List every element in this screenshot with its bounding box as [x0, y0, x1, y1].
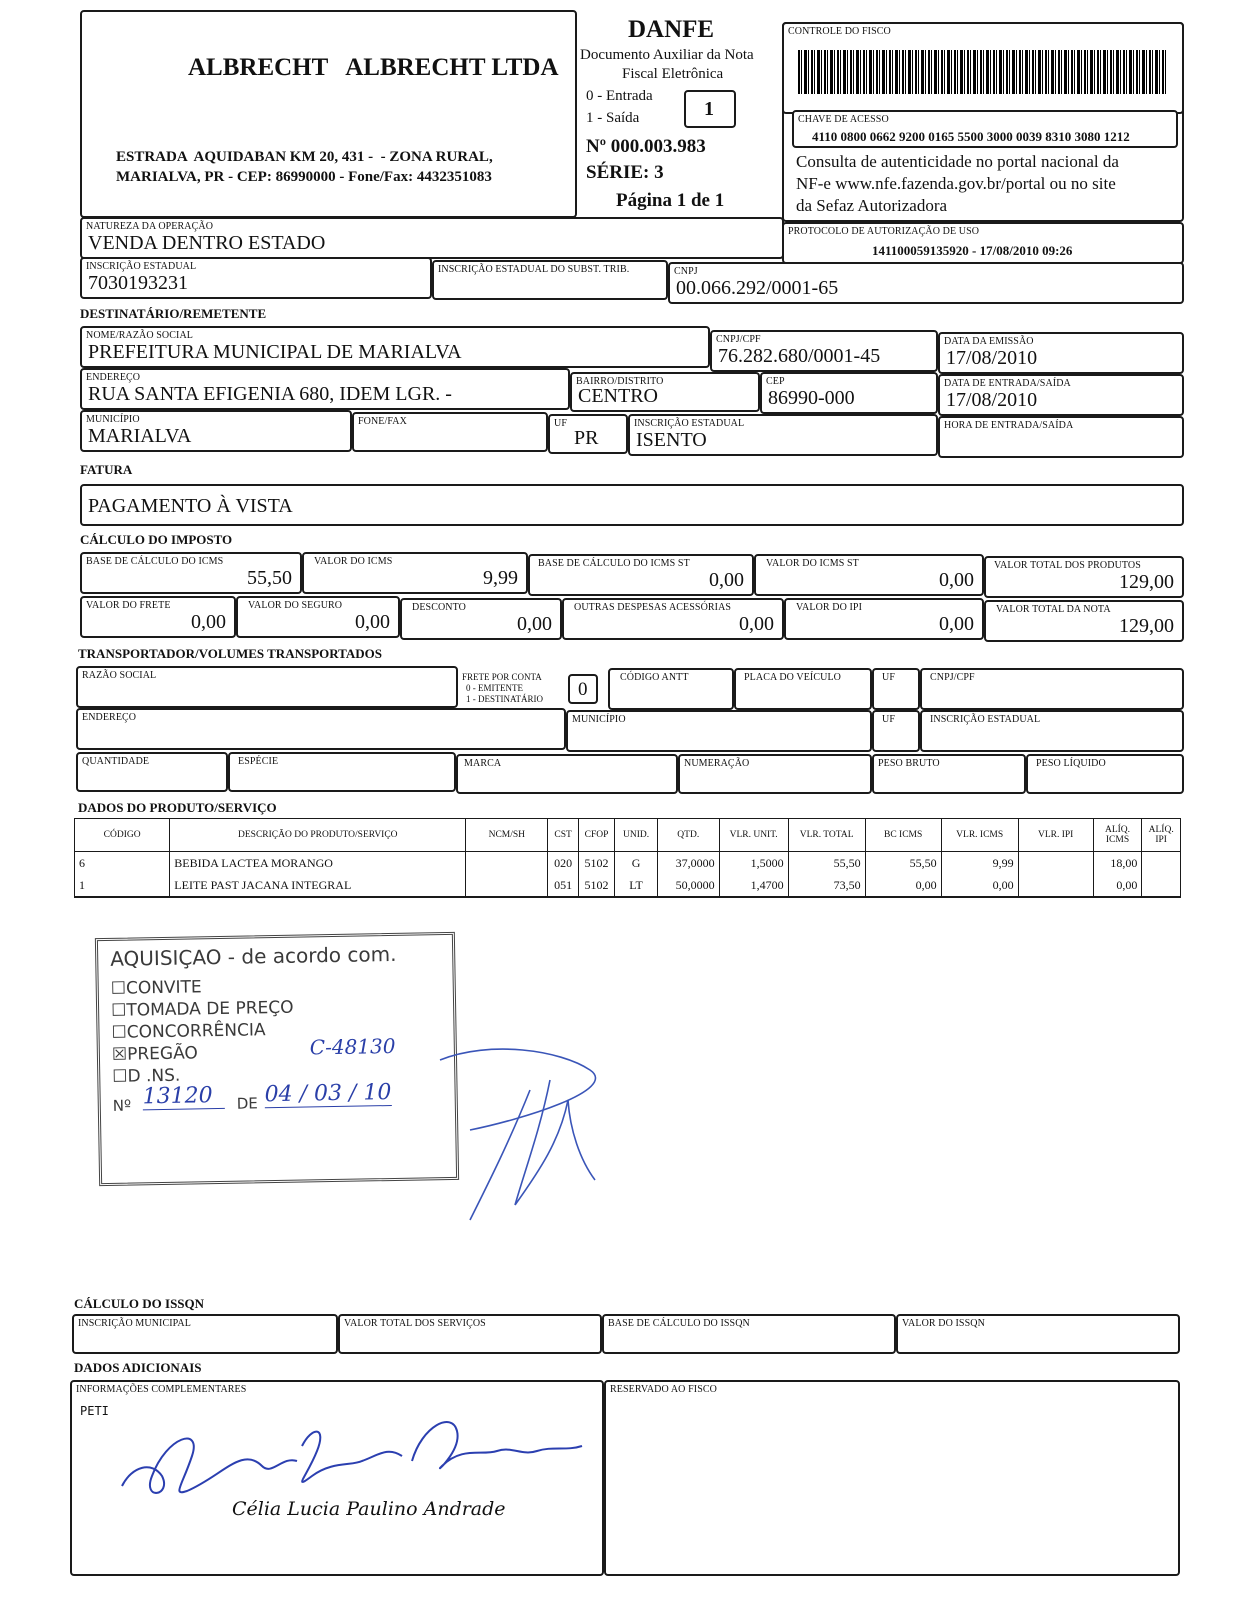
ie-st-label: INSCRIÇÃO ESTADUAL DO SUBST. TRIB.: [438, 264, 630, 275]
transp-razao-box: [76, 666, 458, 708]
produtos-col-header: VLR. ICMS: [941, 819, 1018, 852]
transp-endereco-label: ENDEREÇO: [82, 712, 137, 723]
produtos-table: [74, 818, 1181, 898]
dest-hora-label: HORA DE ENTRADA/SAÍDA: [944, 420, 1074, 431]
protocolo-label: PROTOCOLO DE AUTORIZAÇÃO DE USO: [788, 226, 980, 237]
transp-ie-box: [920, 710, 1184, 752]
produtos-col-header: BC ICMS: [865, 819, 941, 852]
reservado-fisco-label: RESERVADO AO FISCO: [610, 1384, 717, 1395]
rubrica-signature: [430, 1030, 690, 1250]
controle-fisco-label: CONTROLE DO FISCO: [788, 26, 891, 37]
frete-box: [80, 596, 236, 638]
fisco-right-frame: [782, 22, 1184, 222]
natureza-label: NATUREZA DA OPERAÇÃO: [86, 221, 214, 232]
total-nota-box: [984, 600, 1184, 642]
dest-ie: ISENTO: [636, 429, 707, 451]
issqn-valor-box: [896, 1314, 1180, 1354]
transp-uf2-label: UF: [882, 714, 895, 725]
assinatura-nome: Célia Lucia Paulino Andrade: [232, 1498, 506, 1520]
dest-entrada-box: [938, 374, 1184, 416]
transp-endereco-box: [76, 708, 566, 750]
produtos-body: [75, 852, 1181, 898]
danfe-numero: Nº 000.003.983: [586, 136, 706, 157]
consulta-line1: Consulta de autenticidade no portal nacional da: [796, 152, 1119, 171]
danfe-subtitle2: Fiscal Eletrônica: [622, 66, 724, 82]
produto-cell: 73,50: [788, 874, 865, 897]
transp-municipio-box: [566, 710, 872, 752]
dest-cep: 86990-000: [768, 387, 855, 409]
transp-antt-label: CÓDIGO ANTT: [620, 672, 689, 683]
dest-fone-label: FONE/FAX: [358, 416, 407, 427]
base-icms: 55,50: [247, 567, 292, 589]
produto-cell: 0,00: [865, 874, 941, 897]
stamp-option-tomada: ☐TOMADA DE PREÇO: [110, 997, 294, 1021]
outras-label: OUTRAS DESPESAS ACESSÓRIAS: [574, 602, 732, 613]
dest-bairro-box: [570, 372, 760, 412]
emitter-name: ALBRECHT ALBRECHT LTDA: [188, 54, 559, 81]
danfe-title: DANFE: [628, 16, 715, 43]
dest-uf: PR: [574, 427, 599, 449]
produto-cell: [1142, 874, 1181, 897]
valor-st: 0,00: [939, 569, 974, 591]
produtos-col-header: ALÍQ. IPI: [1142, 819, 1181, 852]
transp-uf2-box: [872, 710, 920, 752]
produto-cell: 55,50: [865, 852, 941, 875]
dest-hora-box: [938, 416, 1184, 458]
produtos-col-header: VLR. IPI: [1018, 819, 1093, 852]
transp-razao-label: RAZÃO SOCIAL: [82, 670, 157, 681]
seguro-label: VALOR DO SEGURO: [248, 600, 343, 611]
dest-nome-box: [80, 326, 710, 368]
base-st-box: [528, 554, 754, 596]
transp-ie-label: INSCRIÇÃO ESTADUAL: [930, 714, 1041, 725]
produto-cell: 051: [548, 874, 578, 897]
ipi-label: VALOR DO IPI: [796, 602, 863, 613]
emitter-box: [80, 10, 577, 218]
transp-marca-label: MARCA: [464, 758, 502, 769]
consulta-line2: NF-e www.nfe.fazenda.gov.br/portal ou no site: [796, 174, 1116, 193]
desconto: 0,00: [517, 613, 552, 635]
dest-nome-label: NOME/RAZÃO SOCIAL: [86, 330, 193, 341]
produto-cell: 37,0000: [657, 852, 719, 875]
transp-quantidade-box: [76, 752, 228, 792]
dest-cnpj-box: [710, 330, 938, 372]
transp-peso-liquido-label: PESO LÍQUIDO: [1036, 758, 1106, 769]
transp-numeracao-label: NUMERAÇÃO: [684, 758, 750, 769]
dest-cnpj: 76.282.680/0001-45: [718, 345, 881, 367]
dest-nome: PREFEITURA MUNICIPAL DE MARIALVA: [88, 341, 462, 363]
base-icms-box: [80, 552, 302, 594]
ie-label: INSCRIÇÃO ESTADUAL: [86, 261, 197, 272]
produtos-col-header: CÓDIGO: [75, 819, 170, 852]
natureza-box: [80, 217, 784, 259]
transp-marca-box: [456, 754, 678, 794]
consulta-line3: da Sefaz Autorizadora: [796, 196, 948, 215]
dest-municipio-box: [80, 410, 352, 452]
cnpj-emitente-box: [668, 262, 1184, 304]
transp-municipio-label: MUNICÍPIO: [572, 714, 626, 725]
dest-municipio: MARIALVA: [88, 425, 192, 447]
emitter-address-line1: ESTRADA AQUIDABAN KM 20, 431 - - ZONA RURAL,: [116, 149, 493, 165]
dest-ie-label: INSCRIÇÃO ESTADUAL: [634, 418, 745, 429]
valor-ipi: 0,00: [939, 613, 974, 635]
outras-despesas: 0,00: [739, 613, 774, 635]
produto-cell: 0,00: [1093, 874, 1142, 897]
protocolo: 141100059135920 - 17/08/2010 09:26: [872, 243, 1073, 258]
transp-frete-labels: [462, 672, 543, 705]
stamp-option-dispensa: ☐D .NS.: [112, 1065, 181, 1087]
issqn-section: CÁLCULO DO ISSQN: [74, 1296, 205, 1311]
emitter-address-line2: MARIALVA, PR - CEP: 86990000 - Fone/Fax: 4432351083: [116, 169, 492, 185]
issqn-base-box: [602, 1314, 896, 1354]
fatura-box: [80, 484, 1184, 526]
produto-cell: [1018, 874, 1093, 897]
frete-label-2: 0 - EMITENTE: [466, 683, 523, 693]
danfe-serie: SÉRIE: 3: [586, 162, 664, 183]
info-complementares-label: INFORMAÇÕES COMPLEMENTARES: [76, 1384, 247, 1395]
valor-icms: 9,99: [483, 567, 518, 589]
dest-emissao: 17/08/2010: [946, 347, 1038, 369]
ipi-box: [784, 598, 984, 640]
ie-box: [80, 257, 432, 299]
info-complementares: PETI: [80, 1404, 109, 1418]
valor-icms-label: VALOR DO ICMS: [314, 556, 393, 567]
produto-cell: BEBIDA LACTEA MORANGO: [170, 852, 466, 875]
dest-entrada-label: DATA DE ENTRADA/SAÍDA: [944, 378, 1071, 389]
transp-uf-box: [872, 668, 920, 710]
destinatario-section: DESTINATÁRIO/REMETENTE: [80, 306, 267, 321]
transp-numeracao-box: [678, 754, 872, 794]
frete-label: VALOR DO FRETE: [86, 600, 171, 611]
frete-label-1: FRETE POR CONTA: [462, 672, 542, 682]
produto-cell: [1142, 852, 1181, 875]
produto-cell: 50,0000: [657, 874, 719, 897]
issqn-base-label: BASE DE CÁLCULO DO ISSQN: [608, 1318, 750, 1329]
danfe-tipo: 1: [704, 98, 714, 120]
produtos-col-header: CST: [548, 819, 578, 852]
stamp-de-label: DE: [236, 1094, 258, 1113]
valor-seguro: 0,00: [355, 611, 390, 633]
total-nota: 129,00: [1119, 615, 1174, 637]
transp-uf-label: UF: [882, 672, 895, 683]
produto-cell: [466, 852, 548, 875]
base-st-label: BASE DE CÁLCULO DO ICMS ST: [538, 558, 690, 569]
issqn-valor-label: VALOR DO ISSQN: [902, 1318, 985, 1329]
produto-cell: LEITE PAST JACANA INTEGRAL: [170, 874, 466, 897]
stamp-option-convite: ☐CONVITE: [110, 977, 202, 999]
frete-label-3: 1 - DESTINATÁRIO: [466, 694, 543, 704]
cnpj-emitente: 00.066.292/0001-65: [676, 277, 839, 299]
danfe-pagina: Página 1 de 1: [616, 190, 725, 211]
stamp-option-concorrencia: ☐CONCORRÊNCIA: [111, 1020, 266, 1043]
transp-antt-box: [608, 668, 734, 710]
transp-quantidade-label: QUANTIDADE: [82, 756, 150, 767]
dest-cnpj-label: CNPJ/CPF: [716, 334, 761, 345]
produtos-col-header: CFOP: [578, 819, 614, 852]
fatura-section: FATURA: [80, 462, 133, 477]
valor-frete: 0,00: [191, 611, 226, 633]
stamp-title: AQUISIÇAO - de acordo com.: [110, 941, 397, 971]
issqn-total-box: [338, 1314, 602, 1354]
transp-placa-box: [734, 668, 872, 710]
valor-icms-box: [302, 552, 528, 594]
stamp-anotacao: C-48130: [309, 1033, 396, 1060]
transp-cnpj-box: [920, 668, 1184, 710]
dest-endereco-label: ENDEREÇO: [86, 372, 141, 383]
cnpj-emitente-label: CNPJ: [674, 266, 698, 277]
base-st: 0,00: [709, 569, 744, 591]
chave-acesso-label: CHAVE DE ACESSO: [798, 114, 889, 125]
valor-st-label: VALOR DO ICMS ST: [766, 558, 859, 569]
valor-st-box: [754, 554, 984, 596]
transp-peso-bruto-label: PESO BRUTO: [878, 758, 940, 769]
total-produtos: 129,00: [1119, 571, 1174, 593]
transp-peso-liquido-box: [1026, 754, 1184, 794]
produtos-col-header: NCM/SH: [466, 819, 548, 852]
produto-cell: 9,99: [941, 852, 1018, 875]
aquisicao-stamp: [95, 932, 459, 1186]
seguro-box: [236, 596, 400, 638]
produtos-col-header: VLR. TOTAL: [788, 819, 865, 852]
dest-endereco: RUA SANTA EFIGENIA 680, IDEM LGR. -: [88, 383, 452, 405]
produto-cell: 1,5000: [719, 852, 788, 875]
dest-ie-box: [628, 414, 938, 456]
produto-cell: 1,4700: [719, 874, 788, 897]
dest-municipio-label: MUNICÍPIO: [86, 414, 140, 425]
dest-bairro: CENTRO: [578, 385, 658, 407]
produto-cell: 55,50: [788, 852, 865, 875]
issqn-im-label: INSCRIÇÃO MUNICIPAL: [78, 1318, 191, 1329]
transp-especie-label: ESPÉCIE: [238, 756, 279, 767]
produtos-col-header: DESCRIÇÃO DO PRODUTO/SERVIÇO: [170, 819, 466, 852]
desconto-box: [400, 598, 562, 640]
stamp-numero: 13120: [142, 1083, 224, 1110]
produtos-section: DADOS DO PRODUTO/SERVIÇO: [78, 800, 277, 815]
dest-fone-box: [352, 412, 548, 452]
transp-especie-box: [228, 752, 456, 792]
dest-cep-label: CEP: [766, 376, 785, 387]
transp-peso-bruto-box: [872, 754, 1026, 794]
natureza-operacao: VENDA DENTRO ESTADO: [88, 232, 326, 254]
produto-row: [75, 874, 1181, 897]
produto-cell: LT: [615, 874, 658, 897]
danfe-block: [578, 14, 778, 214]
dest-bairro-label: BAIRRO/DISTRITO: [576, 376, 664, 387]
imposto-section: CÁLCULO DO IMPOSTO: [80, 532, 233, 547]
modalidade-frete: 0: [578, 679, 588, 700]
produto-cell: 1: [75, 874, 170, 897]
produto-cell: 5102: [578, 852, 614, 875]
produtos-col-header: QTD.: [657, 819, 719, 852]
total-nota-label: VALOR TOTAL DA NOTA: [996, 604, 1111, 615]
chave-acesso: 4110 0800 0662 9200 0165 5500 3000 0039 8310 3080 1212: [812, 129, 1130, 144]
produtos-col-header: VLR. UNIT.: [719, 819, 788, 852]
produto-cell: [1018, 852, 1093, 875]
produtos-col-header: ALÍQ. ICMS: [1093, 819, 1142, 852]
produto-cell: 18,00: [1093, 852, 1142, 875]
desconto-label: DESCONTO: [412, 602, 466, 613]
danfe-tipo-box: [684, 90, 736, 128]
produto-cell: [466, 874, 548, 897]
inscricao-estadual: 7030193231: [88, 272, 188, 294]
produto-cell: 5102: [578, 874, 614, 897]
transp-cnpj-label: CNPJ/CPF: [930, 672, 975, 683]
issqn-im-box: [72, 1314, 338, 1354]
dest-uf-box: [548, 414, 628, 454]
danfe-subtitle1: Documento Auxiliar da Nota: [580, 47, 754, 63]
dest-emissao-box: [938, 332, 1184, 374]
produto-cell: 020: [548, 852, 578, 875]
reservado-fisco-box: [604, 1380, 1180, 1576]
stamp-numero-label: Nº: [112, 1096, 132, 1115]
stamp-data: 04 / 03 / 10: [264, 1080, 392, 1108]
dest-entrada: 17/08/2010: [946, 389, 1038, 411]
protocolo-box: [782, 222, 1184, 264]
transp-frete-box: [568, 674, 598, 704]
total-produtos-box: [984, 556, 1184, 598]
transporte-section: TRANSPORTADOR/VOLUMES TRANSPORTADOS: [78, 646, 383, 661]
stamp-option-pregao: ☒PREGÃO: [111, 1043, 199, 1065]
fatura-texto: PAGAMENTO À VISTA: [88, 495, 293, 517]
produtos-header-row: [75, 819, 1181, 852]
issqn-total-label: VALOR TOTAL DOS SERVIÇOS: [344, 1318, 486, 1329]
dest-endereco-box: [80, 368, 570, 410]
produto-cell: 6: [75, 852, 170, 875]
ie-st-box: [432, 260, 668, 300]
produto-cell: 0,00: [941, 874, 1018, 897]
total-produtos-label: VALOR TOTAL DOS PRODUTOS: [994, 560, 1141, 571]
produto-cell: G: [615, 852, 658, 875]
danfe-entrada: 0 - Entrada: [586, 88, 653, 104]
dest-emissao-label: DATA DA EMISSÃO: [944, 336, 1034, 347]
dest-cep-box: [760, 372, 938, 414]
dest-uf-label: UF: [554, 418, 567, 429]
danfe-saida: 1 - Saída: [586, 110, 640, 126]
adicionais-section: DADOS ADICIONAIS: [74, 1360, 202, 1375]
transp-placa-label: PLACA DO VEÍCULO: [744, 672, 841, 683]
produtos-col-header: UNID.: [615, 819, 658, 852]
info-complementares-box: [70, 1380, 604, 1576]
base-icms-label: BASE DE CÁLCULO DO ICMS: [86, 556, 224, 567]
outras-box: [562, 598, 784, 640]
produto-row: [75, 852, 1181, 875]
